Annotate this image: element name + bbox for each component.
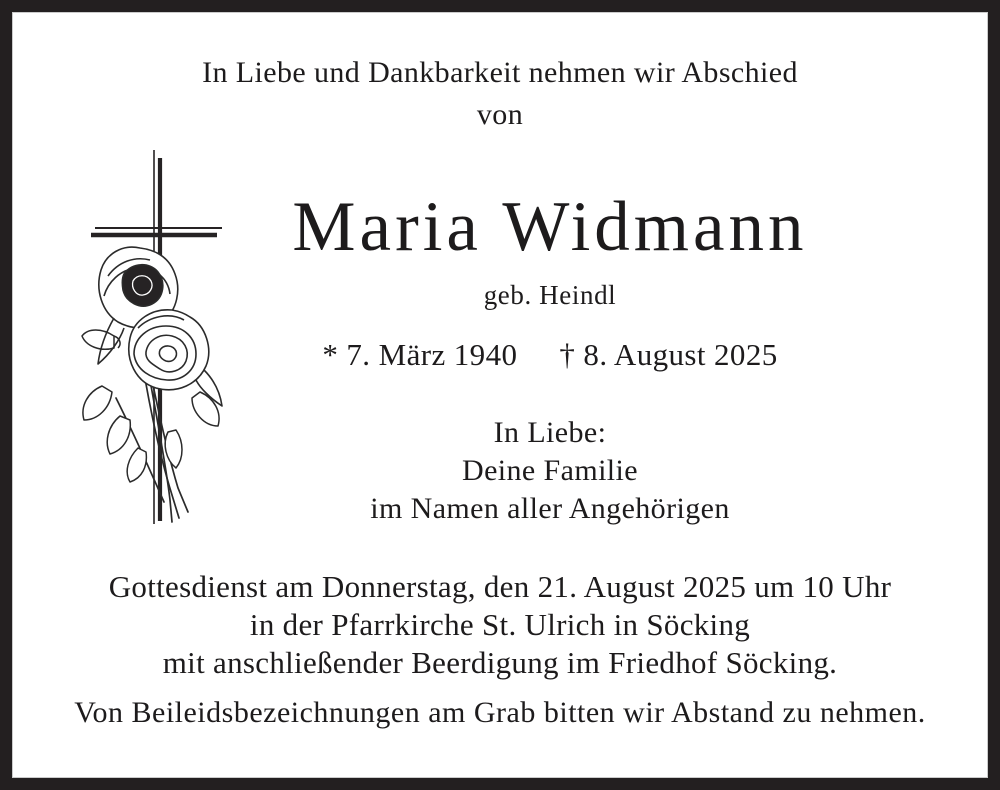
service-details — [12, 568, 988, 682]
life-dates — [112, 338, 988, 372]
death-date: † 8. August 2025 — [559, 337, 778, 372]
intro-line-2: von — [476, 98, 524, 131]
condolence-note: Von Beileidsbezeichnungen am Grab bitten wir Abstand zu nehmen. — [74, 696, 926, 729]
service-line-3: mit anschließender Beerdigung im Friedhof Söcking. — [162, 645, 838, 680]
farewell-line-2: Deine Familie — [462, 454, 638, 487]
intro-block — [12, 52, 988, 136]
intro-line-1: In Liebe und Dankbarkeit nehmen wir Abschied — [202, 56, 798, 89]
farewell-block — [112, 414, 988, 528]
farewell-line-3: im Namen aller Angehörigen — [370, 492, 730, 525]
birth-date: * 7. März 1940 — [322, 337, 518, 372]
service-line-1: Gottesdienst am Donnerstag, den 21. August 2025 um 10 Uhr — [108, 569, 892, 604]
maiden-name: geb. Heindl — [483, 280, 617, 310]
service-line-2: in der Pfarrkirche St. Ulrich in Söcking — [249, 607, 751, 642]
farewell-line-1: In Liebe: — [493, 416, 607, 449]
deceased-name: Maria Widmann — [292, 188, 808, 266]
